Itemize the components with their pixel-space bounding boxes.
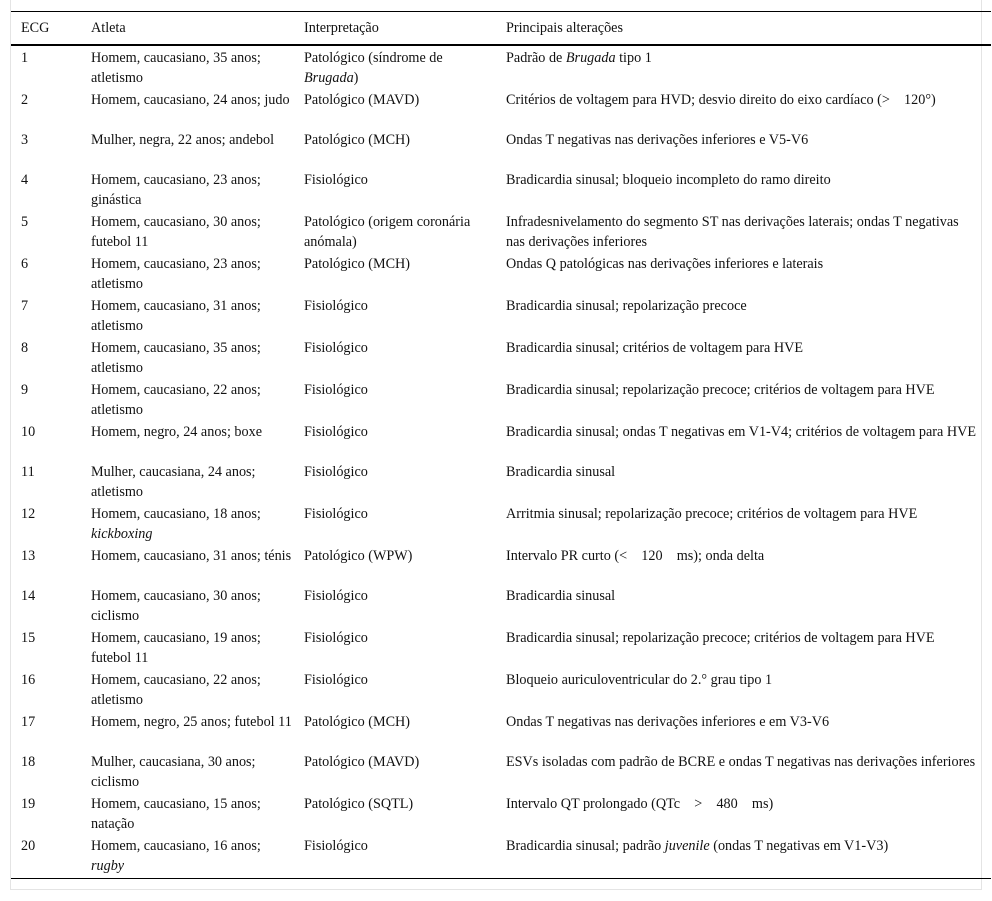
cell-interpretacao: Patológico (origem coronária anómala)	[304, 214, 471, 250]
cell-atleta: Homem, caucasiano, 35 anos; atletismo	[91, 340, 261, 376]
table-row	[11, 252, 991, 294]
cell-principais-alteracoes: Infradesnivelamento do segmento ST nas derivações laterais; ondas T negativas nas derivações inferiores	[506, 214, 959, 250]
cell-interpretacao: Fisiológico	[304, 382, 368, 398]
table-row	[11, 668, 991, 710]
ecg-table	[11, 11, 991, 879]
italic-term: kickboxing	[91, 526, 153, 542]
cell-atleta: Homem, caucasiano, 22 anos; atletismo	[91, 382, 261, 418]
cell-atleta: Homem, negro, 25 anos; futebol 11	[91, 714, 292, 730]
cell-interpretacao: Patológico (MCH)	[304, 132, 411, 148]
table-row	[11, 378, 991, 420]
cell-ecg: 2	[21, 92, 29, 108]
table-row	[11, 834, 991, 878]
cell-interpretacao: Fisiológico	[304, 672, 368, 688]
italic-term: rugby	[91, 858, 125, 874]
cell-interpretacao: Patológico (síndrome de Brugada)	[304, 50, 443, 86]
cell-interpretacao: Fisiológico	[304, 630, 368, 646]
cell-ecg: 10	[21, 424, 36, 440]
cell-ecg: 17	[21, 714, 36, 730]
cell-principais-alteracoes: Padrão de Brugada tipo 1	[506, 50, 652, 66]
cell-atleta: Mulher, negra, 22 anos; andebol	[91, 132, 275, 148]
cell-ecg: 20	[11, 834, 91, 878]
cell-principais-alteracoes: Ondas Q patológicas nas derivações inferiores e laterais	[506, 256, 824, 272]
cell-atleta: Homem, caucasiano, 16 anos; rugby	[91, 834, 304, 878]
cell-interpretacao: Fisiológico	[304, 424, 368, 440]
cell-principais-alteracoes: Intervalo QT prolongado (QTc > 480 ms)	[506, 796, 774, 812]
table-row	[11, 88, 991, 128]
cell-interpretacao: Patológico (MCH)	[304, 714, 411, 730]
cell-principais-alteracoes: Ondas T negativas nas derivações inferiores e V5-V6	[506, 132, 809, 148]
table-body	[11, 45, 991, 878]
cell-principais-alteracoes: Bloqueio auriculoventricular do 2.° grau tipo 1	[506, 672, 773, 688]
cell-principais-alteracoes: Bradicardia sinusal; repolarização precoce	[506, 298, 747, 314]
cell-atleta: Homem, caucasiano, 15 anos; natação	[91, 796, 261, 832]
table-row	[11, 336, 991, 378]
cell-principais-alteracoes: Bradicardia sinusal; repolarização precoce; critérios de voltagem para HVE	[506, 630, 935, 646]
cell-atleta: Homem, caucasiano, 35 anos; atletismo	[91, 50, 261, 86]
header-principais-alteracoes: Principais alterações	[506, 12, 991, 46]
cell-principais-alteracoes: Bradicardia sinusal; ondas T negativas em V1-V4; critérios de voltagem para HVE	[506, 424, 977, 440]
cell-interpretacao: Fisiológico	[304, 172, 368, 188]
cell-principais-alteracoes: Ondas T negativas nas derivações inferiores e em V3-V6	[506, 714, 830, 730]
cell-ecg: 19	[21, 796, 36, 812]
cell-atleta: Homem, caucasiano, 31 anos; atletismo	[91, 298, 261, 334]
cell-ecg: 16	[21, 672, 36, 688]
cell-ecg: 7	[21, 298, 29, 314]
table-row	[11, 168, 991, 210]
cell-interpretacao: Patológico (MAVD)	[304, 754, 420, 770]
cell-atleta: Homem, caucasiano, 22 anos; atletismo	[91, 672, 261, 708]
cell-interpretacao: Patológico (SQTL)	[304, 796, 414, 812]
cell-interpretacao: Patológico (MCH)	[304, 256, 411, 272]
table-header	[11, 12, 991, 46]
cell-principais-alteracoes: Critérios de voltagem para HVD; desvio direito do eixo cardíaco (> 120°)	[506, 92, 936, 108]
table-row	[11, 792, 991, 834]
cell-atleta: Homem, caucasiano, 31 anos; ténis	[91, 548, 292, 564]
header-interpretacao: Interpretação	[304, 12, 506, 46]
cell-atleta: Homem, caucasiano, 19 anos; futebol 11	[91, 630, 261, 666]
cell-ecg: 18	[21, 754, 36, 770]
cell-ecg: 5	[21, 214, 29, 230]
italic-term: juvenile	[664, 838, 710, 854]
cell-ecg: 12	[21, 506, 36, 522]
cell-atleta: Homem, caucasiano, 24 anos; judo	[91, 92, 290, 108]
cell-ecg: 9	[21, 382, 29, 398]
cell-interpretacao: Fisiológico	[304, 298, 368, 314]
cell-atleta: Homem, negro, 24 anos; boxe	[91, 424, 263, 440]
cell-atleta: Homem, caucasiano, 23 anos; ginástica	[91, 172, 261, 208]
table-row	[11, 460, 991, 502]
header-row	[11, 12, 991, 46]
cell-principais-alteracoes: Bradicardia sinusal; critérios de voltagem para HVE	[506, 340, 804, 356]
header-ecg: ECG	[11, 12, 91, 46]
cell-interpretacao: Fisiológico	[304, 464, 368, 480]
cell-principais-alteracoes: ESVs isoladas com padrão de BCRE e ondas T negativas nas derivações inferiores	[506, 754, 976, 770]
cell-atleta: Homem, caucasiano, 18 anos; kickboxing	[91, 506, 261, 542]
table-row	[11, 502, 991, 544]
cell-ecg: 15	[21, 630, 36, 646]
cell-interpretacao: Fisiológico	[304, 588, 368, 604]
table-row	[11, 750, 991, 792]
cell-ecg: 3	[21, 132, 29, 148]
cell-ecg: 1	[21, 50, 29, 66]
table-row	[11, 45, 991, 88]
cell-ecg: 6	[21, 256, 29, 272]
cell-interpretacao: Fisiológico	[304, 340, 368, 356]
table-row	[11, 294, 991, 336]
cell-principais-alteracoes: Arritmia sinusal; repolarização precoce; critérios de voltagem para HVE	[506, 506, 918, 522]
cell-principais-alteracoes: Bradicardia sinusal; padrão juvenile (ondas T negativas em V1-V3)	[506, 834, 991, 878]
cell-ecg: 4	[21, 172, 29, 188]
cell-atleta: Homem, caucasiano, 23 anos; atletismo	[91, 256, 261, 292]
italic-term: Brugada	[304, 70, 354, 86]
cell-interpretacao: Patológico (WPW)	[304, 548, 413, 564]
table-row	[11, 544, 991, 584]
table-row	[11, 584, 991, 626]
cell-ecg: 13	[21, 548, 36, 564]
cell-ecg: 8	[21, 340, 29, 356]
cell-ecg: 11	[21, 464, 35, 480]
table-row	[11, 710, 991, 750]
cell-atleta: Mulher, caucasiana, 24 anos; atletismo	[91, 464, 256, 500]
cell-interpretacao: Fisiológico	[304, 834, 506, 878]
cell-interpretacao: Patológico (MAVD)	[304, 92, 420, 108]
table-row	[11, 626, 991, 668]
cell-principais-alteracoes: Bradicardia sinusal; bloqueio incompleto do ramo direito	[506, 172, 831, 188]
cell-interpretacao: Fisiológico	[304, 506, 368, 522]
cell-atleta: Homem, caucasiano, 30 anos; futebol 11	[91, 214, 261, 250]
cell-atleta: Mulher, caucasiana, 30 anos; ciclismo	[91, 754, 256, 790]
header-atleta: Atleta	[91, 12, 304, 46]
table-row	[11, 420, 991, 460]
table-row	[11, 128, 991, 168]
cell-principais-alteracoes: Bradicardia sinusal	[506, 464, 616, 480]
cell-atleta: Homem, caucasiano, 30 anos; ciclismo	[91, 588, 261, 624]
cell-principais-alteracoes: Intervalo PR curto (< 120 ms); onda delta	[506, 548, 765, 564]
cell-ecg: 14	[21, 588, 36, 604]
italic-term: Brugada	[565, 50, 616, 66]
table-row	[11, 210, 991, 252]
cell-principais-alteracoes: Bradicardia sinusal	[506, 588, 616, 604]
cell-principais-alteracoes: Bradicardia sinusal; repolarização precoce; critérios de voltagem para HVE	[506, 382, 935, 398]
